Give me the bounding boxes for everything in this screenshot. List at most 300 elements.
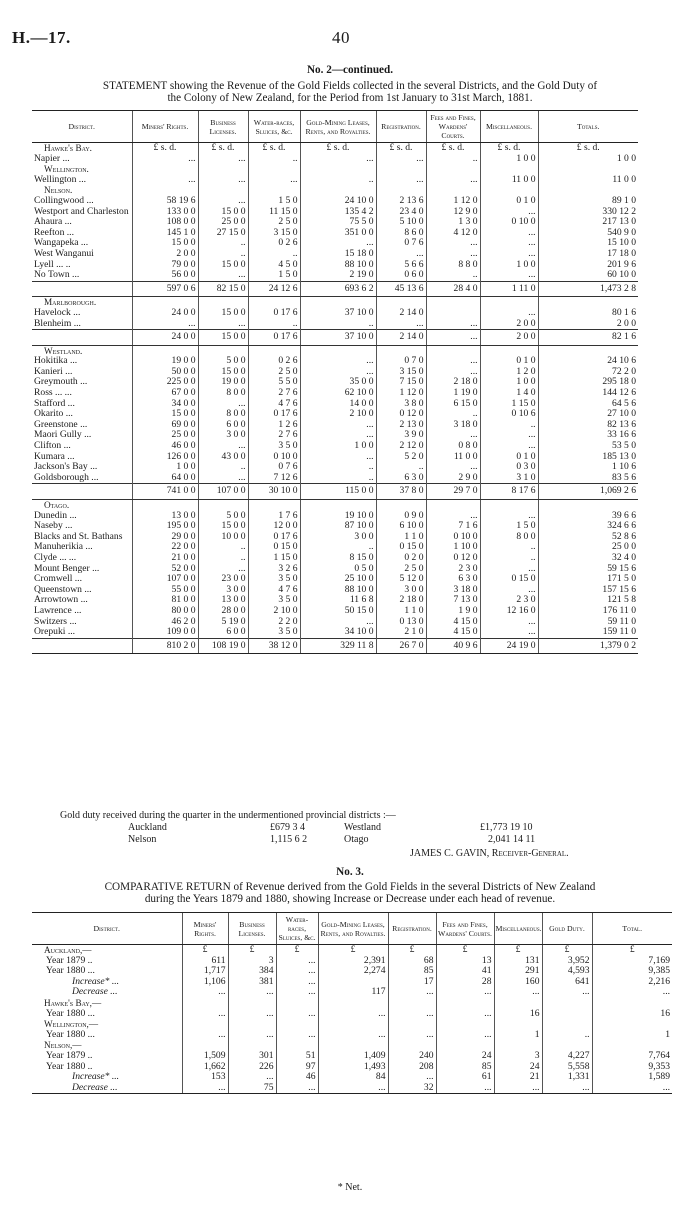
value-cell: 1 12 0 bbox=[426, 196, 480, 207]
value-cell bbox=[300, 345, 376, 356]
value-cell: 56 0 0 bbox=[132, 270, 198, 281]
value-cell: 1,331 bbox=[542, 1072, 592, 1083]
district-name: Clyde ... ... bbox=[34, 551, 77, 563]
value-cell: ... bbox=[376, 154, 426, 165]
value-cell: ... bbox=[132, 175, 198, 186]
value-cell: ... bbox=[426, 511, 480, 522]
value-cell: 3 9 0 bbox=[376, 430, 426, 441]
value-cell: 24 19 0 bbox=[480, 638, 538, 654]
value-cell: 3 0 0 bbox=[376, 585, 426, 596]
district-name: Auckland,— bbox=[44, 945, 92, 955]
value-cell: 55 0 0 bbox=[132, 585, 198, 596]
value-cell: £ s. d. bbox=[376, 143, 426, 154]
value-cell: 3 0 0 bbox=[198, 430, 248, 441]
value-cell bbox=[436, 998, 494, 1009]
value-cell: 0 15 0 bbox=[376, 542, 426, 553]
value-cell: 1 10 6 bbox=[538, 462, 638, 473]
value-cell: 1,473 2 8 bbox=[538, 281, 638, 297]
value-cell: 201 9 6 bbox=[538, 260, 638, 271]
value-cell: .. bbox=[376, 462, 426, 473]
value-cell: 52 0 0 bbox=[132, 564, 198, 575]
value-cell: 0 13 0 bbox=[376, 617, 426, 628]
district-name: Clifton ... bbox=[34, 440, 71, 452]
report-code: H.—17. bbox=[12, 28, 71, 47]
value-cell: 157 15 6 bbox=[538, 585, 638, 596]
value-cell: ... bbox=[300, 617, 376, 628]
column-header: Business Licenses. bbox=[198, 111, 248, 143]
value-cell: 58 19 6 bbox=[132, 196, 198, 207]
district-name: Year 1879 .. bbox=[46, 1049, 93, 1061]
district-name: Westland. bbox=[44, 345, 83, 356]
value-cell: 32 bbox=[388, 1083, 436, 1094]
value-cell: 2 19 0 bbox=[300, 270, 376, 281]
value-cell: 0 12 0 bbox=[426, 553, 480, 564]
column-header: Fees and Fines, Wardens' Courts. bbox=[426, 111, 480, 143]
value-cell: 13 0 0 bbox=[198, 595, 248, 606]
table-row bbox=[32, 399, 638, 410]
value-cell: 0 7 6 bbox=[376, 238, 426, 249]
column-header: Miners' Rights. bbox=[132, 111, 198, 143]
value-cell: .. bbox=[300, 175, 376, 186]
value-cell: 121 5 8 bbox=[538, 595, 638, 606]
value-cell: 4,227 bbox=[542, 1051, 592, 1062]
table-row bbox=[32, 377, 638, 388]
value-cell bbox=[538, 500, 638, 511]
value-cell: 28 0 0 bbox=[198, 606, 248, 617]
column-header: Water-races, Sluices, &c. bbox=[276, 913, 318, 945]
value-cell: 1 9 0 bbox=[426, 606, 480, 617]
value-cell: 2 2 0 bbox=[248, 617, 300, 628]
value-cell: 0 17 6 bbox=[248, 532, 300, 543]
value-cell: ... bbox=[228, 1072, 276, 1083]
value-cell: 1 3 0 bbox=[426, 217, 480, 228]
value-cell: 1,589 bbox=[592, 1072, 672, 1083]
section-row bbox=[32, 998, 672, 1009]
column-header: Gold Duty. bbox=[542, 913, 592, 945]
value-cell: .. bbox=[426, 409, 480, 420]
value-cell: ... bbox=[592, 1083, 672, 1094]
value-cell: 35 0 0 bbox=[300, 377, 376, 388]
value-cell: 11 6 8 bbox=[300, 595, 376, 606]
value-cell: ... bbox=[542, 1083, 592, 1094]
value-cell: 1 11 0 bbox=[480, 281, 538, 297]
value-cell: 144 12 6 bbox=[538, 388, 638, 399]
value-cell: ... bbox=[300, 154, 376, 165]
value-cell: .. bbox=[542, 1030, 592, 1041]
section-row bbox=[32, 500, 638, 511]
value-cell bbox=[426, 308, 480, 319]
table-row bbox=[32, 977, 672, 988]
value-cell: 107 0 0 bbox=[198, 484, 248, 500]
value-cell: ... bbox=[198, 196, 248, 207]
value-cell: 240 bbox=[388, 1051, 436, 1062]
district-name: Ross ... ... bbox=[34, 387, 72, 399]
no2-revenue-table bbox=[32, 110, 638, 654]
district-name: Collingwood ... bbox=[34, 194, 94, 206]
value-cell: 329 11 8 bbox=[300, 638, 376, 654]
district-name: Otago. bbox=[44, 500, 70, 510]
value-cell: 40 9 6 bbox=[426, 638, 480, 654]
value-cell: 1 7 6 bbox=[248, 511, 300, 522]
value-cell: 6 3 0 bbox=[426, 574, 480, 585]
value-cell: ... bbox=[426, 238, 480, 249]
value-cell: 5 0 0 bbox=[198, 511, 248, 522]
value-cell: 15 0 0 bbox=[132, 409, 198, 420]
value-cell: 2 13 6 bbox=[376, 196, 426, 207]
value-cell: 131 bbox=[494, 956, 542, 967]
value-cell: 1 5 0 bbox=[480, 521, 538, 532]
value-cell: 89 1 0 bbox=[538, 196, 638, 207]
district-name: Year 1880 ... bbox=[46, 1007, 95, 1019]
district-name: Jackson's Bay ... bbox=[34, 461, 98, 473]
table-row bbox=[32, 388, 638, 399]
table-row bbox=[32, 564, 638, 575]
district-name: Wellington ... bbox=[34, 173, 86, 185]
value-cell: 0 17 6 bbox=[248, 330, 300, 346]
value-cell: .. bbox=[198, 462, 248, 473]
value-cell: 8 0 0 bbox=[480, 532, 538, 543]
value-cell: 50 15 0 bbox=[300, 606, 376, 617]
value-cell: ... bbox=[494, 1083, 542, 1094]
value-cell: 61 bbox=[436, 1072, 494, 1083]
value-cell: 64 5 6 bbox=[538, 399, 638, 410]
value-cell: 1,493 bbox=[318, 1062, 388, 1073]
value-cell: 301 bbox=[228, 1051, 276, 1062]
value-cell: £ s. d. bbox=[480, 143, 538, 154]
value-cell: £ s. d. bbox=[198, 143, 248, 154]
value-cell: 59 11 0 bbox=[538, 617, 638, 628]
value-cell: 1,106 bbox=[182, 977, 228, 988]
value-cell: 62 10 0 bbox=[300, 388, 376, 399]
gold-duty-nelson-label: Nelson bbox=[128, 834, 157, 845]
table-row bbox=[32, 473, 638, 484]
value-cell: 0 15 0 bbox=[248, 542, 300, 553]
value-cell: 19 10 0 bbox=[300, 511, 376, 522]
value-cell: 108 0 0 bbox=[132, 217, 198, 228]
value-cell: 27 10 0 bbox=[538, 409, 638, 420]
value-cell: 7,169 bbox=[592, 956, 672, 967]
value-cell: 59 15 6 bbox=[538, 564, 638, 575]
value-cell: 0 7 0 bbox=[376, 356, 426, 367]
section-row bbox=[32, 164, 638, 175]
value-cell: 82 13 6 bbox=[538, 420, 638, 431]
value-cell bbox=[182, 998, 228, 1009]
value-cell: 1 0 0 bbox=[480, 377, 538, 388]
table-row bbox=[32, 207, 638, 218]
district-name: Havelock ... bbox=[34, 306, 81, 318]
value-cell: 34 0 0 bbox=[132, 399, 198, 410]
table-row bbox=[32, 585, 638, 596]
value-cell: 0 5 0 bbox=[300, 564, 376, 575]
column-header: Registration. bbox=[376, 111, 426, 143]
value-cell bbox=[480, 500, 538, 511]
no3-caption-line1: COMPARATIVE RETURN of Revenue derived from the Gold Fields in the several Districts of New Zealand bbox=[104, 881, 596, 893]
value-cell: ... bbox=[426, 462, 480, 473]
gold-duty-otago-amount: 2,041 14 11 bbox=[488, 834, 536, 845]
value-cell: ... bbox=[480, 207, 538, 218]
value-cell: 0 3 0 bbox=[480, 462, 538, 473]
value-cell: ... bbox=[388, 1009, 436, 1020]
value-cell: 109 0 0 bbox=[132, 627, 198, 638]
district-name bbox=[32, 330, 132, 346]
district-name: Greymouth ... bbox=[34, 376, 88, 388]
value-cell: 2 1 0 bbox=[376, 627, 426, 638]
value-cell: £ s. d. bbox=[248, 143, 300, 154]
value-cell: 46 bbox=[276, 1072, 318, 1083]
value-cell: 1 bbox=[494, 1030, 542, 1041]
table-row bbox=[32, 1072, 672, 1083]
value-cell: 2 5 0 bbox=[248, 217, 300, 228]
value-cell: 381 bbox=[228, 977, 276, 988]
value-cell: .. bbox=[300, 473, 376, 484]
value-cell bbox=[494, 998, 542, 1009]
value-cell: 87 10 0 bbox=[300, 521, 376, 532]
table-row bbox=[32, 542, 638, 553]
table-row bbox=[32, 154, 638, 165]
value-cell: 2,274 bbox=[318, 966, 388, 977]
value-cell: 4 15 0 bbox=[426, 627, 480, 638]
value-cell: 3 15 0 bbox=[248, 228, 300, 239]
value-cell: ... bbox=[276, 1030, 318, 1041]
section-row bbox=[32, 297, 638, 308]
section-row bbox=[32, 185, 638, 196]
value-cell: ... bbox=[198, 441, 248, 452]
value-cell: 23 0 0 bbox=[198, 574, 248, 585]
signature: JAMES C. GAVIN, Receiver-General. bbox=[410, 848, 569, 859]
value-cell: 1 2 6 bbox=[248, 420, 300, 431]
district-name: Orepuki ... bbox=[34, 626, 76, 638]
gold-duty-otago-label: Otago bbox=[344, 834, 369, 845]
value-cell: ... bbox=[436, 987, 494, 998]
value-cell: ... bbox=[300, 430, 376, 441]
value-cell: 21 bbox=[494, 1072, 542, 1083]
no2-heading: No. 2—continued. bbox=[306, 64, 394, 76]
district-name: West Wanganui bbox=[34, 247, 94, 259]
value-cell: 15 0 0 bbox=[198, 207, 248, 218]
value-cell: ... bbox=[426, 356, 480, 367]
value-cell: 0 15 0 bbox=[480, 574, 538, 585]
value-cell: ... bbox=[426, 367, 480, 378]
value-cell: 3 18 0 bbox=[426, 420, 480, 431]
value-cell: 0 7 6 bbox=[248, 462, 300, 473]
value-cell: .. bbox=[426, 270, 480, 281]
value-cell: 34 10 0 bbox=[300, 627, 376, 638]
value-cell: 597 0 6 bbox=[132, 281, 198, 297]
value-cell: £ bbox=[542, 945, 592, 956]
value-cell: 2 18 0 bbox=[376, 595, 426, 606]
subtotal-row bbox=[32, 330, 638, 346]
gold-duty-intro: Gold duty received during the quarter in the undermentioned provincial districts :— bbox=[60, 810, 396, 821]
value-cell: ... bbox=[228, 1009, 276, 1020]
table-row bbox=[32, 617, 638, 628]
district-name: Lyell ... .. bbox=[34, 258, 71, 270]
district-name bbox=[32, 281, 132, 297]
value-cell: 6 10 0 bbox=[376, 521, 426, 532]
no3-heading: No. 3. bbox=[336, 866, 364, 878]
value-cell: 24 bbox=[494, 1062, 542, 1073]
value-cell: 1,069 2 6 bbox=[538, 484, 638, 500]
district-name: Queenstown ... bbox=[34, 583, 92, 595]
value-cell: 741 0 0 bbox=[132, 484, 198, 500]
table-row bbox=[32, 1051, 672, 1062]
value-cell: 50 0 0 bbox=[132, 367, 198, 378]
value-cell: 3 15 0 bbox=[376, 367, 426, 378]
value-cell: ... bbox=[480, 308, 538, 319]
value-cell: 84 bbox=[318, 1072, 388, 1083]
value-cell: ... bbox=[436, 1009, 494, 1020]
value-cell: 2 3 0 bbox=[426, 564, 480, 575]
district-name: Marlborough. bbox=[44, 297, 97, 308]
value-cell: 11 0 0 bbox=[538, 175, 638, 186]
value-cell: 1 0 0 bbox=[300, 441, 376, 452]
value-cell: 33 16 6 bbox=[538, 430, 638, 441]
district-name: Year 1880 ... bbox=[46, 965, 95, 977]
value-cell: 68 bbox=[388, 956, 436, 967]
value-cell: 12 16 0 bbox=[480, 606, 538, 617]
value-cell: 115 0 0 bbox=[300, 484, 376, 500]
district-name: Year 1880 ... bbox=[46, 1028, 95, 1040]
value-cell: 67 0 0 bbox=[132, 388, 198, 399]
district-name: Mount Benger ... bbox=[34, 562, 100, 574]
value-cell: .. bbox=[198, 542, 248, 553]
value-cell: 12 9 0 bbox=[426, 207, 480, 218]
value-cell: 79 0 0 bbox=[132, 260, 198, 271]
value-cell: 81 0 0 bbox=[132, 595, 198, 606]
subtotal-row bbox=[32, 281, 638, 297]
value-cell: 126 0 0 bbox=[132, 452, 198, 463]
value-cell: 19 0 0 bbox=[132, 356, 198, 367]
column-header: Fees and Fines, Wardens' Courts. bbox=[436, 913, 494, 945]
column-header: Business Licenses. bbox=[228, 913, 276, 945]
table-row bbox=[32, 308, 638, 319]
value-cell: 24 10 0 bbox=[300, 196, 376, 207]
value-cell: ... bbox=[480, 270, 538, 281]
value-cell: 107 0 0 bbox=[132, 574, 198, 585]
value-cell: 8 17 6 bbox=[480, 484, 538, 500]
value-cell: ... bbox=[132, 319, 198, 330]
value-cell: 324 6 6 bbox=[538, 521, 638, 532]
value-cell: ... bbox=[388, 1072, 436, 1083]
value-cell: 15 10 0 bbox=[538, 238, 638, 249]
value-cell: 1 1 0 bbox=[376, 532, 426, 543]
value-cell: 5 10 0 bbox=[376, 217, 426, 228]
value-cell: .. bbox=[198, 249, 248, 260]
value-cell: 15 0 0 bbox=[132, 238, 198, 249]
value-cell: 0 2 6 bbox=[248, 238, 300, 249]
value-cell bbox=[592, 998, 672, 1009]
value-cell: 1,662 bbox=[182, 1062, 228, 1073]
value-cell: 97 bbox=[276, 1062, 318, 1073]
value-cell: 2 13 0 bbox=[376, 420, 426, 431]
value-cell bbox=[426, 297, 480, 308]
value-cell: 19 0 0 bbox=[198, 377, 248, 388]
value-cell: 330 12 2 bbox=[538, 207, 638, 218]
value-cell: 1 0 0 bbox=[132, 462, 198, 473]
value-cell: 171 5 0 bbox=[538, 574, 638, 585]
value-cell: £ s. d. bbox=[538, 143, 638, 154]
value-cell: 25 0 0 bbox=[198, 217, 248, 228]
value-cell: 3 0 0 bbox=[198, 585, 248, 596]
value-cell: 60 10 0 bbox=[538, 270, 638, 281]
value-cell: 2 5 0 bbox=[248, 367, 300, 378]
no2-caption-line2: the Colony of New Zealand, for the Period from 1st January to 31st March, 1881. bbox=[167, 92, 533, 104]
table-row bbox=[32, 430, 638, 441]
district-name: Cromwell ... bbox=[34, 573, 82, 585]
value-cell: ... bbox=[592, 987, 672, 998]
value-cell: ... bbox=[480, 430, 538, 441]
value-cell: 4 7 6 bbox=[248, 399, 300, 410]
value-cell: 0 1 0 bbox=[480, 356, 538, 367]
value-cell: ... bbox=[276, 966, 318, 977]
value-cell: 10 0 0 bbox=[198, 532, 248, 543]
value-cell: ... bbox=[480, 228, 538, 239]
subtotal-row bbox=[32, 484, 638, 500]
table-row bbox=[32, 462, 638, 473]
table-row bbox=[32, 521, 638, 532]
value-cell: 14 0 0 bbox=[300, 399, 376, 410]
no3-caption-line2: during the Years 1879 and 1880, showing Increase or Decrease under each head of revenue. bbox=[144, 893, 556, 905]
table-row bbox=[32, 1030, 672, 1041]
column-header: Total. bbox=[592, 913, 672, 945]
column-header: District. bbox=[32, 913, 182, 945]
district-name: Year 1880 .. bbox=[46, 1060, 93, 1072]
value-cell bbox=[318, 998, 388, 1009]
value-cell: 80 0 0 bbox=[132, 606, 198, 617]
value-cell: ... bbox=[480, 617, 538, 628]
value-cell: 7 15 0 bbox=[376, 377, 426, 388]
value-cell: ... bbox=[300, 356, 376, 367]
value-cell: 25 10 0 bbox=[300, 574, 376, 585]
value-cell: 2 14 0 bbox=[376, 308, 426, 319]
value-cell: 145 1 0 bbox=[132, 228, 198, 239]
value-cell bbox=[300, 164, 376, 175]
value-cell: 8 8 0 bbox=[426, 260, 480, 271]
value-cell: 1 0 0 bbox=[480, 154, 538, 165]
value-cell: 9,385 bbox=[592, 966, 672, 977]
value-cell: 24 bbox=[436, 1051, 494, 1062]
value-cell: .. bbox=[300, 462, 376, 473]
table-row bbox=[32, 553, 638, 564]
table-row bbox=[32, 574, 638, 585]
district-name: Maori Gully ... bbox=[34, 429, 92, 441]
district-name: Increase* ... bbox=[72, 1071, 120, 1083]
value-cell: ... bbox=[426, 430, 480, 441]
value-cell: £ s. d. bbox=[300, 143, 376, 154]
value-cell: 5 0 0 bbox=[198, 356, 248, 367]
value-cell: ... bbox=[480, 627, 538, 638]
district-name: Blacks and St. Bathans bbox=[34, 530, 123, 542]
value-cell: ... bbox=[300, 420, 376, 431]
district-name: No Town ... bbox=[34, 269, 80, 281]
value-cell: 3 5 0 bbox=[248, 627, 300, 638]
value-cell: 11 0 0 bbox=[480, 175, 538, 186]
value-cell: 6 3 0 bbox=[376, 473, 426, 484]
value-cell: 0 10 0 bbox=[480, 217, 538, 228]
value-cell bbox=[542, 1009, 592, 1020]
value-cell bbox=[132, 500, 198, 511]
value-cell: 5 5 0 bbox=[248, 377, 300, 388]
value-cell: .. bbox=[198, 553, 248, 564]
district-name: Hawke's Bay,— bbox=[44, 997, 102, 1008]
value-cell: .. bbox=[300, 319, 376, 330]
value-cell bbox=[388, 998, 436, 1009]
value-cell: 5 6 6 bbox=[376, 260, 426, 271]
table-row bbox=[32, 249, 638, 260]
value-cell: 85 bbox=[388, 966, 436, 977]
district-name: Hawke's Bay. bbox=[44, 143, 92, 153]
value-cell: 37 10 0 bbox=[300, 330, 376, 346]
value-cell: 0 10 0 bbox=[248, 452, 300, 463]
